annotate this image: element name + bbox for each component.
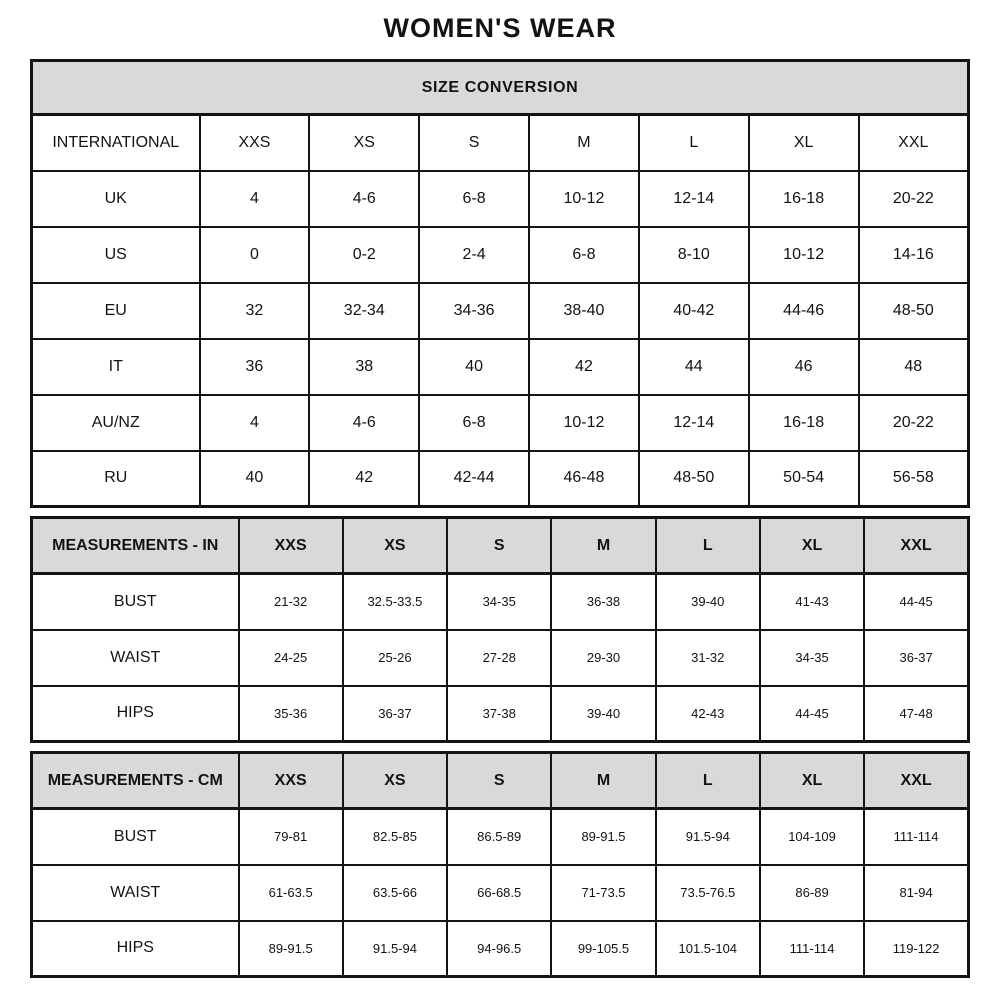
value-cell: 10-12 bbox=[529, 171, 639, 227]
value-cell: 44 bbox=[639, 339, 749, 395]
measurements-in-header-label: MEASUREMENTS - IN bbox=[32, 518, 239, 574]
row-label: AU/NZ bbox=[32, 395, 200, 451]
value-cell: 111-114 bbox=[760, 921, 864, 977]
size-column-header: XS bbox=[309, 115, 419, 171]
table-caption-row bbox=[32, 61, 969, 115]
value-cell: 4-6 bbox=[309, 395, 419, 451]
table-row bbox=[32, 395, 969, 451]
size-conversion-caption: SIZE CONVERSION bbox=[32, 61, 969, 115]
value-cell: 47-48 bbox=[864, 686, 968, 742]
table-row bbox=[32, 865, 969, 921]
value-cell: 16-18 bbox=[749, 395, 859, 451]
value-cell: 48-50 bbox=[639, 451, 749, 507]
size-column-header: XL bbox=[760, 753, 864, 809]
value-cell: 119-122 bbox=[864, 921, 968, 977]
value-cell: 36-37 bbox=[343, 686, 447, 742]
value-cell: 39-40 bbox=[551, 686, 655, 742]
value-cell: 50-54 bbox=[749, 451, 859, 507]
value-cell: 12-14 bbox=[639, 395, 749, 451]
value-cell: 34-35 bbox=[760, 630, 864, 686]
value-cell: 81-94 bbox=[864, 865, 968, 921]
value-cell: 56-58 bbox=[859, 451, 969, 507]
value-cell: 71-73.5 bbox=[551, 865, 655, 921]
size-column-header: L bbox=[639, 115, 749, 171]
value-cell: 32-34 bbox=[309, 283, 419, 339]
value-cell: 48 bbox=[859, 339, 969, 395]
value-cell: 42-43 bbox=[656, 686, 760, 742]
table-row bbox=[32, 630, 969, 686]
value-cell: 20-22 bbox=[859, 395, 969, 451]
table-row bbox=[32, 227, 969, 283]
value-cell: 37-38 bbox=[447, 686, 551, 742]
table-row bbox=[32, 283, 969, 339]
measurements-cm-header-row bbox=[32, 753, 969, 809]
value-cell: 35-36 bbox=[239, 686, 343, 742]
size-column-header: M bbox=[551, 753, 655, 809]
value-cell: 29-30 bbox=[551, 630, 655, 686]
value-cell: 104-109 bbox=[760, 809, 864, 865]
size-column-header: XXS bbox=[239, 753, 343, 809]
value-cell: 38 bbox=[309, 339, 419, 395]
table-row bbox=[32, 809, 969, 865]
value-cell: 42 bbox=[309, 451, 419, 507]
value-cell: 6-8 bbox=[419, 171, 529, 227]
measurements-cm-table bbox=[30, 751, 970, 978]
value-cell: 89-91.5 bbox=[551, 809, 655, 865]
row-label: WAIST bbox=[32, 865, 239, 921]
size-header-row bbox=[32, 115, 969, 171]
measurements-cm-header-label: MEASUREMENTS - CM bbox=[32, 753, 239, 809]
value-cell: 79-81 bbox=[239, 809, 343, 865]
size-column-header: XS bbox=[343, 518, 447, 574]
table-row bbox=[32, 171, 969, 227]
value-cell: 10-12 bbox=[749, 227, 859, 283]
row-label: WAIST bbox=[32, 630, 239, 686]
row-label: HIPS bbox=[32, 921, 239, 977]
value-cell: 46 bbox=[749, 339, 859, 395]
value-cell: 63.5-66 bbox=[343, 865, 447, 921]
value-cell: 101.5-104 bbox=[656, 921, 760, 977]
size-column-header: L bbox=[656, 518, 760, 574]
row-label: UK bbox=[32, 171, 200, 227]
value-cell: 34-35 bbox=[447, 574, 551, 630]
table-row bbox=[32, 574, 969, 630]
value-cell: 44-45 bbox=[864, 574, 968, 630]
measurements-in-header-row bbox=[32, 518, 969, 574]
value-cell: 46-48 bbox=[529, 451, 639, 507]
table-row bbox=[32, 686, 969, 742]
value-cell: 82.5-85 bbox=[343, 809, 447, 865]
size-column-header: XS bbox=[343, 753, 447, 809]
value-cell: 36 bbox=[200, 339, 310, 395]
value-cell: 6-8 bbox=[419, 395, 529, 451]
value-cell: 36-37 bbox=[864, 630, 968, 686]
value-cell: 66-68.5 bbox=[447, 865, 551, 921]
value-cell: 21-32 bbox=[239, 574, 343, 630]
value-cell: 25-26 bbox=[343, 630, 447, 686]
value-cell: 44-46 bbox=[749, 283, 859, 339]
value-cell: 14-16 bbox=[859, 227, 969, 283]
value-cell: 34-36 bbox=[419, 283, 529, 339]
value-cell: 10-12 bbox=[529, 395, 639, 451]
value-cell: 12-14 bbox=[639, 171, 749, 227]
value-cell: 73.5-76.5 bbox=[656, 865, 760, 921]
size-column-header: M bbox=[551, 518, 655, 574]
value-cell: 40-42 bbox=[639, 283, 749, 339]
value-cell: 86.5-89 bbox=[447, 809, 551, 865]
size-column-header: S bbox=[447, 518, 551, 574]
value-cell: 44-45 bbox=[760, 686, 864, 742]
value-cell: 41-43 bbox=[760, 574, 864, 630]
size-column-header: S bbox=[447, 753, 551, 809]
size-column-header: XXL bbox=[864, 753, 968, 809]
size-column-header: L bbox=[656, 753, 760, 809]
value-cell: 40 bbox=[419, 339, 529, 395]
value-cell: 89-91.5 bbox=[239, 921, 343, 977]
row-label: BUST bbox=[32, 574, 239, 630]
size-column-header: M bbox=[529, 115, 639, 171]
row-label: EU bbox=[32, 283, 200, 339]
value-cell: 91.5-94 bbox=[656, 809, 760, 865]
value-cell: 32.5-33.5 bbox=[343, 574, 447, 630]
value-cell: 0 bbox=[200, 227, 310, 283]
size-column-header: XL bbox=[749, 115, 859, 171]
size-column-header: XXS bbox=[200, 115, 310, 171]
value-cell: 38-40 bbox=[529, 283, 639, 339]
row-label: BUST bbox=[32, 809, 239, 865]
value-cell: 111-114 bbox=[864, 809, 968, 865]
value-cell: 24-25 bbox=[239, 630, 343, 686]
value-cell: 99-105.5 bbox=[551, 921, 655, 977]
table-row bbox=[32, 451, 969, 507]
value-cell: 94-96.5 bbox=[447, 921, 551, 977]
value-cell: 36-38 bbox=[551, 574, 655, 630]
value-cell: 8-10 bbox=[639, 227, 749, 283]
value-cell: 31-32 bbox=[656, 630, 760, 686]
value-cell: 4 bbox=[200, 171, 310, 227]
row-label: US bbox=[32, 227, 200, 283]
value-cell: 16-18 bbox=[749, 171, 859, 227]
size-column-header: XXS bbox=[239, 518, 343, 574]
value-cell: 42-44 bbox=[419, 451, 529, 507]
size-column-header: XL bbox=[760, 518, 864, 574]
table-row bbox=[32, 339, 969, 395]
value-cell: 42 bbox=[529, 339, 639, 395]
row-label: IT bbox=[32, 339, 200, 395]
value-cell: 48-50 bbox=[859, 283, 969, 339]
table-row bbox=[32, 921, 969, 977]
value-cell: 32 bbox=[200, 283, 310, 339]
value-cell: 4 bbox=[200, 395, 310, 451]
value-cell: 4-6 bbox=[309, 171, 419, 227]
value-cell: 86-89 bbox=[760, 865, 864, 921]
value-cell: 91.5-94 bbox=[343, 921, 447, 977]
measurements-in-table bbox=[30, 516, 970, 743]
value-cell: 6-8 bbox=[529, 227, 639, 283]
value-cell: 39-40 bbox=[656, 574, 760, 630]
value-cell: 20-22 bbox=[859, 171, 969, 227]
column-header-international: INTERNATIONAL bbox=[32, 115, 200, 171]
size-column-header: S bbox=[419, 115, 529, 171]
page-title: WOMEN'S WEAR bbox=[383, 13, 617, 43]
value-cell: 27-28 bbox=[447, 630, 551, 686]
value-cell: 2-4 bbox=[419, 227, 529, 283]
value-cell: 61-63.5 bbox=[239, 865, 343, 921]
size-column-header: XXL bbox=[859, 115, 969, 171]
row-label: HIPS bbox=[32, 686, 239, 742]
row-label: RU bbox=[32, 451, 200, 507]
size-column-header: XXL bbox=[864, 518, 968, 574]
value-cell: 40 bbox=[200, 451, 310, 507]
size-conversion-table bbox=[30, 59, 970, 508]
value-cell: 0-2 bbox=[309, 227, 419, 283]
